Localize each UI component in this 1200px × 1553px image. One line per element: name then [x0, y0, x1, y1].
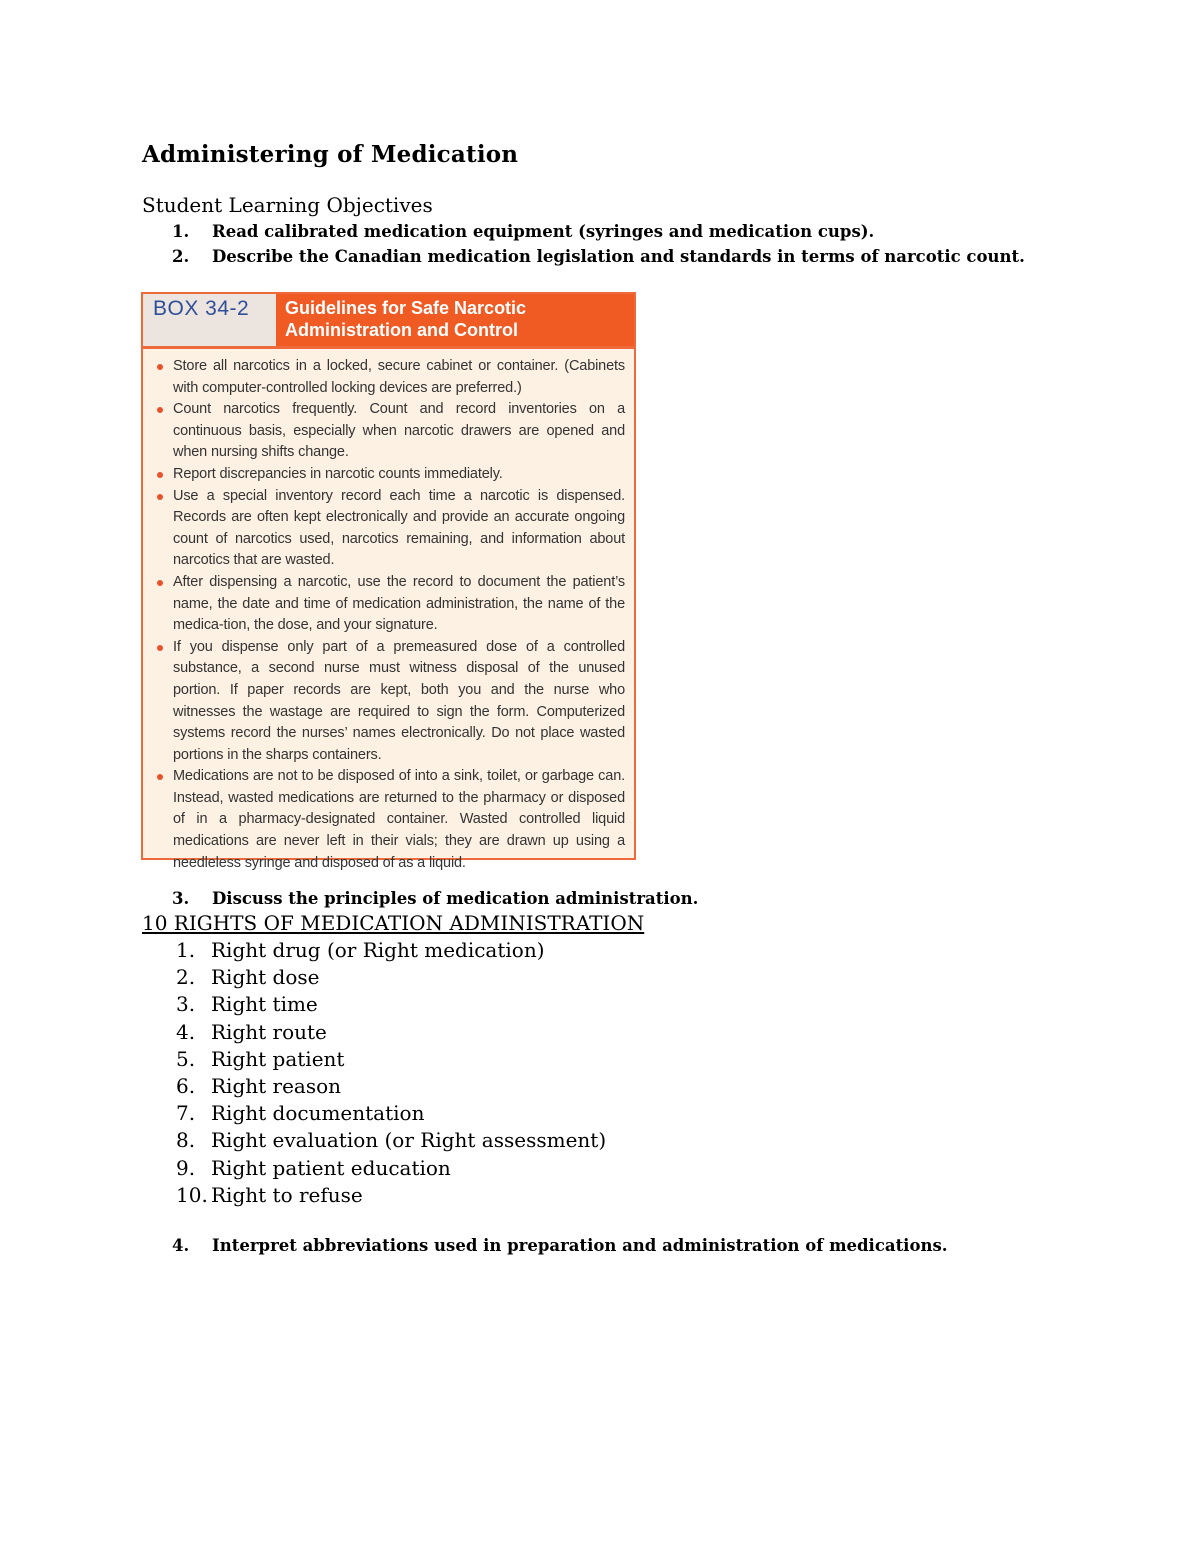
rights-list [142, 937, 606, 1209]
right-number: 10. [176, 1182, 208, 1207]
right-item [142, 1046, 606, 1073]
guideline-item [151, 486, 625, 572]
right-number: 1. [176, 938, 196, 962]
objectives-list-part3 [142, 1233, 948, 1258]
box-title-line-1: Guidelines for Safe Narcotic [285, 298, 527, 318]
right-number: 5. [176, 1046, 196, 1071]
rights-heading: 10 RIGHTS OF MEDICATION ADMINISTRATION [142, 911, 645, 935]
box-title [276, 294, 634, 346]
right-number: 9. [176, 1155, 196, 1180]
objective-number: 2. [172, 247, 190, 266]
guideline-text: Use a special inventory record each time a narcotic is dispensed. Records are often kept electronically and provide an accurate ongoing count of narcotics used, narcotics remaining, and information about narcotics that are wasted. [173, 487, 625, 569]
right-text: Right evaluation (or Right assessment) [211, 1128, 607, 1153]
objective-text: Read calibrated medication equipment (syringes and medication cups). [212, 222, 875, 241]
objective-number: 4. [172, 1236, 190, 1255]
objective-number: 3. [172, 889, 190, 908]
bullet-dot-icon [157, 580, 163, 586]
objective-item-3 [142, 886, 698, 911]
right-text: Right patient [211, 1046, 345, 1071]
guideline-item [151, 464, 625, 486]
document-title: Administering of Medication [142, 141, 519, 168]
objective-item-1 [142, 219, 1025, 244]
right-number: 3. [176, 992, 196, 1017]
right-item [142, 937, 606, 964]
objective-item-4 [142, 1233, 948, 1258]
right-item [142, 1155, 606, 1182]
right-text: Right patient education [211, 1155, 451, 1180]
guideline-item [151, 572, 625, 637]
guideline-text: Medications are not to be disposed of into a sink, toilet, or garbage can. Instead, wasted medications are returned to the pharmacy or disposed of in a pharmacy-designated container. Wasted controlled liquid medications are never left in their vials; they are drawn up using a needleless syringe and disposed of as a liquid. [173, 768, 625, 871]
objective-item-2 [142, 244, 1025, 269]
right-text: Right documentation [211, 1101, 425, 1126]
box-title-line-2: Administration and Control [285, 320, 518, 340]
bullet-dot-icon [157, 364, 163, 370]
right-item [142, 964, 606, 991]
right-item [142, 1100, 606, 1127]
right-item [142, 1073, 606, 1100]
right-item [142, 1127, 606, 1154]
right-number: 8. [176, 1128, 196, 1153]
narcotic-guidelines-box [141, 292, 636, 871]
guideline-text: Store all narcotics in a locked, secure cabinet or container. (Cabinets with computer-controlled locking devices are preferred.) [173, 358, 625, 396]
right-number: 7. [176, 1101, 196, 1126]
objectives-list-part2 [142, 886, 698, 911]
right-item [142, 991, 606, 1018]
objective-text: Describe the Canadian medication legislation and standards in terms of narcotic count. [212, 247, 1025, 266]
box-divider [143, 346, 634, 349]
bullet-dot-icon [157, 472, 163, 478]
right-item [142, 1182, 606, 1209]
guideline-text: Report discrepancies in narcotic counts immediately. [173, 465, 503, 482]
guideline-item [151, 399, 625, 464]
right-text: Right dose [211, 965, 320, 990]
box-label: BOX 34-2 [143, 294, 276, 346]
objective-text: Interpret abbreviations used in preparation and administration of medications. [212, 1236, 948, 1255]
right-text: Right reason [211, 1073, 342, 1098]
right-text: Right drug (or Right medication) [211, 938, 545, 962]
bullet-dot-icon [157, 774, 163, 780]
right-item [142, 1019, 606, 1046]
objective-text: Discuss the principles of medication administration. [212, 889, 699, 908]
objectives-list-part1 [142, 219, 1025, 269]
right-text: Right time [211, 992, 318, 1017]
guideline-item [151, 766, 625, 874]
section-heading: Student Learning Objectives [142, 193, 433, 217]
right-text: Right route [211, 1019, 327, 1044]
guideline-item [151, 637, 625, 767]
right-number: 6. [176, 1073, 196, 1098]
box-header [143, 294, 634, 346]
objective-number: 1. [172, 222, 190, 241]
box-guidelines-list [151, 356, 625, 874]
guideline-text: If you dispense only part of a premeasured dose of a controlled substance, a second nurse must witness disposal of the unused portion. If paper records are kept, both you and the nurse who witnesses the wastage are required to sign the form. Computerized systems record the nurses’ names electronically. Do not place wasted portions in the sharps containers. [173, 638, 625, 763]
guideline-text: After dispensing a narcotic, use the record to document the patient’s name, the date and time of medication administration, the name of the medica-tion, the dose, and your signature. [173, 573, 625, 634]
guideline-item [151, 356, 625, 399]
bullet-dot-icon [157, 494, 163, 500]
right-number: 4. [176, 1019, 196, 1044]
bullet-dot-icon [157, 407, 163, 413]
bullet-dot-icon [157, 645, 163, 651]
right-text: Right to refuse [211, 1182, 363, 1207]
right-number: 2. [176, 965, 196, 990]
guideline-text: Count narcotics frequently. Count and record inventories on a continuous basis, especially when narcotic drawers are opened and when nursing shifts change. [173, 401, 625, 461]
